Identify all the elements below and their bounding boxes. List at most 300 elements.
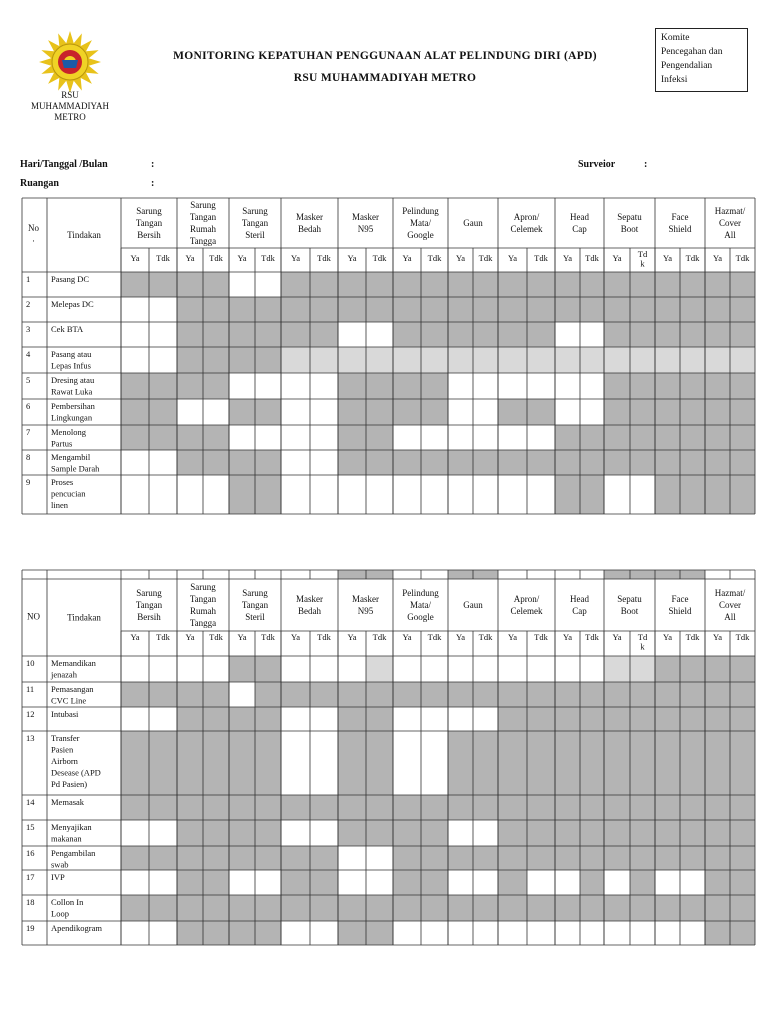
shaded-cell	[121, 846, 149, 870]
shaded-cell	[366, 399, 393, 425]
shaded-cell	[630, 731, 655, 795]
row-number: 7	[26, 427, 31, 437]
tdk-label: Tdk	[478, 253, 493, 263]
shaded-cell	[730, 656, 755, 682]
apd-column-header: Sarung Tangan Rumah Tangga	[189, 582, 217, 628]
apd-column-header: Sarung Tangan Steril	[241, 206, 269, 240]
shaded-cell	[393, 846, 421, 870]
apd-column-header: Masker Bedah	[296, 594, 323, 616]
apd-column-header: Face Shield	[668, 594, 692, 616]
shaded-cell	[655, 347, 680, 373]
shaded-cell	[555, 795, 580, 820]
shaded-cell	[473, 731, 498, 795]
shaded-cell	[121, 399, 149, 425]
shaded-cell	[229, 656, 255, 682]
row-number: 5	[26, 375, 31, 385]
shaded-cell	[121, 373, 149, 399]
shaded-cell	[203, 297, 229, 322]
shaded-cell	[730, 425, 755, 450]
shaded-cell	[604, 895, 630, 921]
shaded-cell	[177, 450, 203, 475]
row-number: 16	[26, 848, 35, 858]
shaded-cell	[527, 820, 555, 846]
shaded-cell	[281, 272, 310, 297]
apd-table-1	[0, 196, 768, 526]
ya-label: Ya	[455, 632, 466, 642]
shaded-cell	[255, 682, 281, 707]
shaded-cell	[203, 795, 229, 820]
shaded-cell	[281, 870, 310, 895]
shaded-cell	[630, 656, 655, 682]
shaded-cell	[604, 450, 630, 475]
row-number: 2	[26, 299, 31, 309]
shaded-cell	[255, 921, 281, 945]
shaded-cell	[705, 425, 730, 450]
tdk-label: Tdk	[209, 632, 223, 642]
shaded-cell	[203, 707, 229, 731]
tdk-label: Tdk	[585, 253, 599, 263]
shaded-cell	[393, 399, 421, 425]
shaded-cell	[421, 450, 448, 475]
shaded-cell	[393, 322, 421, 347]
shaded-cell	[338, 450, 366, 475]
shaded-cell	[680, 895, 705, 921]
ya-label: Ya	[347, 253, 357, 263]
ya-label: Ya	[237, 632, 247, 642]
shaded-cell	[680, 731, 705, 795]
shaded-cell	[655, 656, 680, 682]
shaded-cell	[203, 846, 229, 870]
shaded-cell	[203, 373, 229, 399]
shaded-cell	[680, 425, 705, 450]
shaded-cell	[705, 399, 730, 425]
shaded-cell	[310, 272, 338, 297]
shaded-cell	[630, 425, 655, 450]
shaded-cell	[255, 707, 281, 731]
shaded-cell	[527, 731, 555, 795]
shaded-cell	[229, 475, 255, 514]
shaded-cell	[555, 682, 580, 707]
tdk-label: Tdk	[685, 253, 700, 263]
shaded-cell	[580, 297, 604, 322]
tdk-label: Tdk	[317, 253, 331, 263]
shaded-cell	[730, 322, 755, 347]
tindakan-header: Tindakan	[67, 612, 101, 623]
surveior-label: Surveior	[578, 159, 616, 170]
shaded-cell	[680, 475, 705, 514]
shaded-cell	[630, 347, 655, 373]
shaded-cell	[680, 272, 705, 297]
shaded-cell	[393, 795, 421, 820]
row-number: 10	[26, 658, 35, 668]
shaded-cell	[149, 682, 177, 707]
shaded-cell	[580, 682, 604, 707]
tdk-label: Tdk	[372, 632, 387, 642]
shaded-cell	[366, 425, 393, 450]
shaded-cell	[730, 373, 755, 399]
ya-label: Ya	[290, 632, 301, 642]
shaded-cell	[705, 272, 730, 297]
ya-label: Ya	[712, 253, 723, 263]
tdk-label: Td k	[637, 249, 648, 269]
shaded-cell	[604, 846, 630, 870]
shaded-cell	[705, 795, 730, 820]
shaded-cell	[655, 570, 680, 579]
shaded-cell	[421, 399, 448, 425]
shaded-cell	[604, 373, 630, 399]
shaded-cell	[680, 570, 705, 579]
tindakan-text: Intubasi	[51, 709, 79, 719]
shaded-cell	[473, 450, 498, 475]
hospital-name: RSU MUHAMMADIYAH METRO	[293, 72, 477, 84]
shaded-cell	[730, 475, 755, 514]
shaded-cell	[366, 347, 393, 373]
shaded-cell	[473, 895, 498, 921]
tdk-label: Tdk	[427, 253, 442, 263]
shaded-cell	[730, 399, 755, 425]
shaded-cell	[203, 731, 229, 795]
shaded-cell	[655, 373, 680, 399]
apd-column-header: Hazmat/ Cover All	[714, 588, 746, 622]
tindakan-text: Menyajikan makanan	[51, 822, 92, 844]
shaded-cell	[580, 820, 604, 846]
shaded-cell	[255, 322, 281, 347]
shaded-cell	[630, 399, 655, 425]
shaded-cell	[421, 373, 448, 399]
shaded-cell	[149, 272, 177, 297]
shaded-cell	[527, 846, 555, 870]
shaded-cell	[680, 347, 705, 373]
tdk-label: Tdk	[585, 632, 599, 642]
shaded-cell	[705, 895, 730, 921]
shaded-cell	[655, 450, 680, 475]
row-number: 9	[26, 477, 31, 487]
shaded-cell	[448, 895, 473, 921]
shaded-cell	[229, 399, 255, 425]
shaded-cell	[630, 322, 655, 347]
shaded-cell	[177, 425, 203, 450]
tdk-label: Tdk	[209, 253, 223, 263]
shaded-cell	[203, 425, 229, 450]
shaded-cell	[630, 373, 655, 399]
shaded-cell	[448, 846, 473, 870]
shaded-cell	[421, 795, 448, 820]
shaded-cell	[149, 425, 177, 450]
shaded-cell	[498, 450, 527, 475]
shaded-cell	[680, 682, 705, 707]
shaded-cell	[255, 347, 281, 373]
shaded-cell	[555, 425, 580, 450]
shaded-cell	[527, 895, 555, 921]
shaded-cell	[705, 347, 730, 373]
shaded-cell	[121, 425, 149, 450]
tindakan-text: Dresing atau Rawat Luka	[51, 375, 95, 397]
shaded-cell	[281, 795, 310, 820]
shaded-cell	[680, 846, 705, 870]
apd-column-header: Apron/ Celemek	[510, 594, 543, 616]
shaded-cell	[655, 731, 680, 795]
shaded-cell	[604, 731, 630, 795]
shaded-cell	[338, 895, 366, 921]
ya-label: Ya	[712, 632, 723, 642]
row-number: 3	[26, 324, 31, 334]
shaded-cell	[555, 297, 580, 322]
shaded-cell	[203, 921, 229, 945]
shaded-cell	[655, 795, 680, 820]
shaded-cell	[730, 820, 755, 846]
shaded-cell	[655, 425, 680, 450]
shaded-cell	[366, 795, 393, 820]
shaded-cell	[448, 297, 473, 322]
apd-column-header: Hazmat/ Cover All	[714, 206, 746, 240]
shaded-cell	[498, 297, 527, 322]
shaded-cell	[338, 707, 366, 731]
tindakan-text: Transfer Pasien Airborn Desease (APD Pd Pasien)	[51, 733, 101, 789]
shaded-cell	[366, 272, 393, 297]
tdk-label: Td k	[637, 632, 648, 652]
shaded-cell	[255, 475, 281, 514]
row-number: 11	[26, 684, 35, 694]
shaded-cell	[655, 895, 680, 921]
hari-colon: :	[151, 159, 155, 170]
shaded-cell	[630, 272, 655, 297]
ya-label: Ya	[507, 632, 518, 642]
ya-label: Ya	[455, 253, 466, 263]
shaded-cell	[393, 450, 421, 475]
shaded-cell	[421, 682, 448, 707]
ya-label: Ya	[130, 632, 140, 642]
hari-label: Hari/Tanggal /Bulan	[20, 159, 108, 170]
tdk-label: Tdk	[685, 632, 700, 642]
shaded-cell	[338, 820, 366, 846]
shaded-cell	[655, 272, 680, 297]
shaded-cell	[448, 682, 473, 707]
shaded-cell	[448, 322, 473, 347]
apd-table-2	[0, 569, 768, 959]
shaded-cell	[310, 895, 338, 921]
tindakan-text: IVP	[51, 872, 65, 882]
shaded-cell	[473, 795, 498, 820]
shaded-cell	[338, 297, 366, 322]
shaded-cell	[705, 921, 730, 945]
row-number: 17	[26, 872, 35, 882]
shaded-cell	[203, 450, 229, 475]
shaded-cell	[655, 475, 680, 514]
tindakan-text: Pengambilan swab	[51, 848, 96, 870]
shaded-cell	[604, 272, 630, 297]
ya-label: Ya	[562, 253, 573, 263]
shaded-cell	[421, 322, 448, 347]
shaded-cell	[580, 895, 604, 921]
ya-label: Ya	[347, 632, 357, 642]
shaded-cell	[655, 297, 680, 322]
row-number: 6	[26, 401, 31, 411]
shaded-cell	[730, 846, 755, 870]
shaded-cell	[730, 731, 755, 795]
shaded-cell	[338, 731, 366, 795]
shaded-cell	[203, 272, 229, 297]
shaded-cell	[604, 322, 630, 347]
shaded-cell	[580, 450, 604, 475]
shaded-cell	[393, 870, 421, 895]
shaded-cell	[121, 682, 149, 707]
shaded-cell	[366, 450, 393, 475]
shaded-cell	[580, 707, 604, 731]
shaded-cell	[229, 450, 255, 475]
shaded-cell	[203, 895, 229, 921]
apd-column-header: Face Shield	[668, 212, 692, 234]
shaded-cell	[730, 707, 755, 731]
tdk-label: Tdk	[427, 632, 442, 642]
shaded-cell	[393, 373, 421, 399]
shaded-cell	[229, 820, 255, 846]
shaded-cell	[580, 272, 604, 297]
shaded-cell	[680, 820, 705, 846]
tindakan-text: Cek BTA	[51, 324, 84, 334]
tindakan-text: Mengambil Sample Darah	[51, 452, 100, 474]
shaded-cell	[498, 347, 527, 373]
shaded-cell	[498, 707, 527, 731]
shaded-cell	[473, 297, 498, 322]
shaded-cell	[680, 795, 705, 820]
shaded-cell	[229, 895, 255, 921]
shaded-cell	[448, 272, 473, 297]
shaded-cell	[448, 347, 473, 373]
apd-column-header: Sarung Tangan Bersih	[135, 206, 163, 240]
shaded-cell	[255, 895, 281, 921]
tindakan-text: Pasang DC	[51, 274, 90, 284]
shaded-cell	[680, 399, 705, 425]
tdk-label: Tdk	[317, 632, 331, 642]
shaded-cell	[366, 682, 393, 707]
shaded-cell	[366, 895, 393, 921]
shaded-cell	[229, 707, 255, 731]
row-number: 4	[26, 349, 31, 359]
shaded-cell	[281, 297, 310, 322]
shaded-cell	[498, 846, 527, 870]
shaded-cell	[229, 921, 255, 945]
shaded-cell	[498, 322, 527, 347]
shaded-cell	[421, 272, 448, 297]
shaded-cell	[498, 870, 527, 895]
shaded-cell	[705, 707, 730, 731]
shaded-cell	[630, 870, 655, 895]
no-header: No .	[28, 223, 39, 244]
apd-column-header: Apron/ Celemek	[510, 212, 543, 234]
apd-column-header: Gaun	[463, 218, 483, 228]
shaded-cell	[229, 795, 255, 820]
row-number: 18	[26, 897, 35, 907]
tdk-label: Tdk	[156, 632, 170, 642]
shaded-cell	[338, 795, 366, 820]
shaded-cell	[680, 656, 705, 682]
ya-label: Ya	[612, 632, 622, 642]
shaded-cell	[604, 399, 630, 425]
shaded-cell	[705, 450, 730, 475]
tdk-label: Tdk	[534, 632, 548, 642]
shaded-cell	[177, 373, 203, 399]
tindakan-text: Pasang atau Lepas Infus	[51, 349, 92, 371]
shaded-cell	[310, 795, 338, 820]
shaded-cell	[473, 322, 498, 347]
shaded-cell	[310, 682, 338, 707]
shaded-cell	[255, 846, 281, 870]
shaded-cell	[527, 399, 555, 425]
shaded-cell	[448, 450, 473, 475]
shaded-cell	[580, 870, 604, 895]
shaded-cell	[630, 707, 655, 731]
ya-label: Ya	[185, 253, 195, 263]
tindakan-text: Pembersihan Lingkungan	[51, 401, 95, 423]
ya-label: Ya	[185, 632, 195, 642]
tdk-label: Tdk	[534, 253, 548, 263]
komite-box: Komite Pencegahan dan Pengendalian Infeksi	[655, 28, 748, 92]
no-header: NO	[27, 611, 40, 622]
shaded-cell	[604, 707, 630, 731]
apd-column-header: Head Cap	[570, 594, 589, 616]
shaded-cell	[630, 820, 655, 846]
shaded-cell	[177, 820, 203, 846]
shaded-cell	[393, 347, 421, 373]
shaded-cell	[366, 731, 393, 795]
document-title: MONITORING KEPATUHAN PENGGUNAAN ALAT PELINDUNG DIRI (APD)	[173, 50, 597, 62]
shaded-cell	[310, 870, 338, 895]
shaded-cell	[527, 450, 555, 475]
shaded-cell	[655, 707, 680, 731]
shaded-cell	[281, 846, 310, 870]
shaded-cell	[203, 682, 229, 707]
shaded-cell	[121, 731, 149, 795]
shaded-cell	[338, 425, 366, 450]
shaded-cell	[655, 682, 680, 707]
shaded-cell	[448, 795, 473, 820]
apd-column-header: Sepatu Boot	[617, 212, 642, 234]
tdk-label: Tdk	[735, 632, 750, 642]
shaded-cell	[498, 682, 527, 707]
tdk-label: Tdk	[261, 632, 275, 642]
shaded-cell	[473, 846, 498, 870]
shaded-cell	[527, 682, 555, 707]
shaded-cell	[229, 347, 255, 373]
shaded-cell	[580, 846, 604, 870]
shaded-cell	[730, 795, 755, 820]
shaded-cell	[149, 846, 177, 870]
ruangan-label: Ruangan	[20, 178, 59, 189]
tindakan-text: Collon In Loop	[51, 897, 84, 919]
shaded-cell	[281, 322, 310, 347]
shaded-cell	[730, 347, 755, 373]
tindakan-text: Memasak	[51, 797, 85, 807]
shaded-cell	[705, 297, 730, 322]
shaded-cell	[149, 795, 177, 820]
shaded-cell	[730, 870, 755, 895]
shaded-cell	[255, 297, 281, 322]
ya-label: Ya	[290, 253, 301, 263]
shaded-cell	[680, 322, 705, 347]
shaded-cell	[630, 450, 655, 475]
tdk-label: Tdk	[372, 253, 387, 263]
shaded-cell	[149, 373, 177, 399]
shaded-cell	[177, 895, 203, 921]
shaded-cell	[580, 731, 604, 795]
shaded-cell	[527, 297, 555, 322]
shaded-cell	[421, 870, 448, 895]
shaded-cell	[229, 322, 255, 347]
shaded-cell	[580, 475, 604, 514]
shaded-cell	[705, 373, 730, 399]
shaded-cell	[149, 399, 177, 425]
shaded-cell	[366, 656, 393, 682]
